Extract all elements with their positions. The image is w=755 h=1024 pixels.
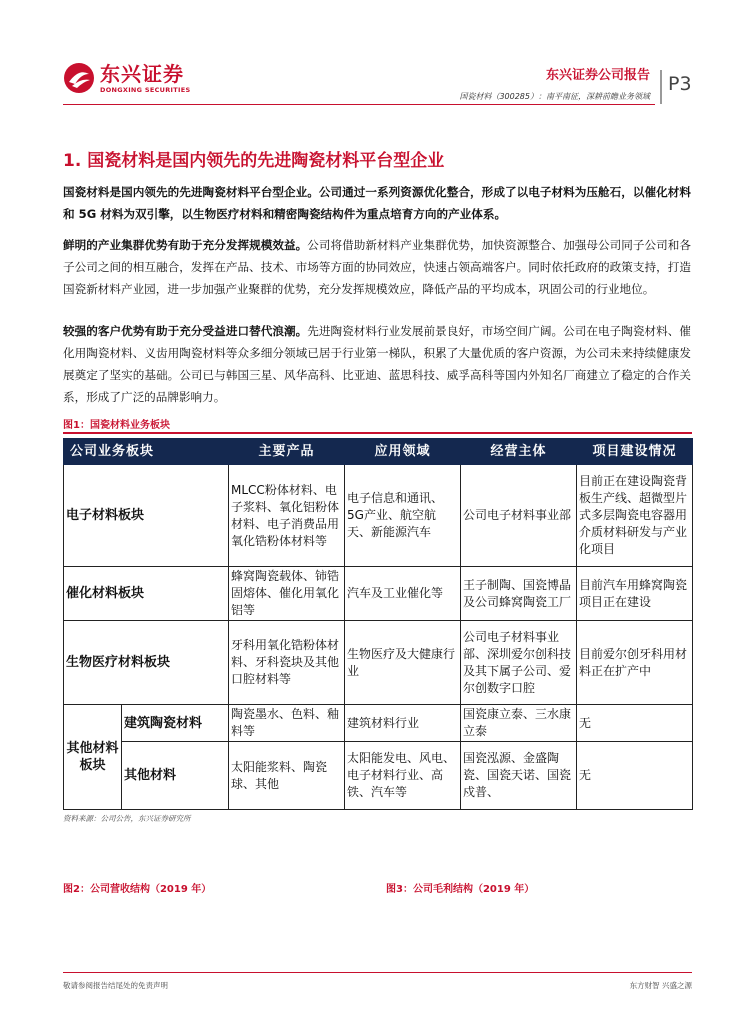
entity-cell: 公司电子材料事业部 xyxy=(461,465,577,567)
entity-cell: 国瓷康立泰、三水康立泰 xyxy=(461,705,577,742)
table-row xyxy=(64,465,693,567)
footer-divider xyxy=(63,972,692,973)
table-header-cell: 公司业务板块 xyxy=(64,439,229,465)
project-cell: 无 xyxy=(577,705,693,742)
figure3-title: 图3：公司毛利结构（2019 年） xyxy=(386,884,535,895)
table-header-row xyxy=(64,439,693,465)
project-cell: 目前正在建设陶瓷背板生产线、超微型片式多层陶瓷电容器用介质材料研发与产业化项目 xyxy=(577,465,693,567)
header-divider xyxy=(63,104,655,105)
section-heading: 1. 国瓷材料是国内领先的先进陶瓷材料平台型企业 xyxy=(63,151,445,171)
figure1-title: 图1：国瓷材料业务板块 xyxy=(63,420,170,431)
table-header-cell: 项目建设情况 xyxy=(577,439,693,465)
application-cell: 汽车及工业催化等 xyxy=(345,567,461,621)
business-segment-table xyxy=(63,438,693,810)
logo-text: 东兴证券 xyxy=(100,62,184,86)
entity-cell: 公司电子材料事业部、深圳爱尔创科技及其下属子公司、爱尔创数字口腔 xyxy=(461,621,577,705)
products-cell: 陶瓷墨水、色料、釉料等 xyxy=(229,705,345,742)
products-cell: 蜂窝陶瓷载体、铈锆固熔体、催化用氧化铝等 xyxy=(229,567,345,621)
application-cell: 生物医疗及大健康行业 xyxy=(345,621,461,705)
report-title: 东兴证券公司报告 xyxy=(545,68,650,83)
paragraph-body: 公司将借助新材料产业集群优势，加快资源整合、加强母公司同子公司和各子公司之间的相互融合，发挥在产品、技术、市场等方面的协同效应，快速占领高端客户。同时依托政府的政策支持，打造国瓷新材料产业园，进一步加强产业聚群的优势，充分发挥规模效应，降低产品的平均成本，巩固公司的行业地位。 xyxy=(63,238,691,296)
footer-slogan: 东方财智 兴盛之源 xyxy=(629,981,692,990)
report-subtitle: 国瓷材料（300285）：南平南征，深耕前瞻业务领域 xyxy=(459,92,650,101)
page-number: P3 xyxy=(668,73,692,95)
entity-cell: 国瓷泓源、金盛陶瓷、国瓷天诺、国瓷戍普、 xyxy=(461,742,577,810)
application-cell: 建筑材料行业 xyxy=(345,705,461,742)
source-note: 资料来源：公司公告，东兴证券研究所 xyxy=(63,814,191,823)
segment-cell: 建筑陶瓷材料 xyxy=(122,705,229,742)
segment-cell: 生物医疗材料板块 xyxy=(64,621,229,705)
application-cell: 电子信息和通讯、5G产业、航空航天、新能源汽车 xyxy=(345,465,461,567)
paragraph-cluster-advantage xyxy=(63,234,691,300)
table-top-rule xyxy=(63,432,692,434)
footer-disclaimer: 敬请参阅报告结尾处的免责声明 xyxy=(63,981,168,990)
paragraph-customer-advantage xyxy=(63,320,691,408)
project-cell: 目前汽车用蜂窝陶瓷项目正在建设 xyxy=(577,567,693,621)
group-cell: 其他材料板块 xyxy=(64,705,122,810)
table-header-cell: 应用领域 xyxy=(345,439,461,465)
segment-cell: 电子材料板块 xyxy=(64,465,229,567)
products-cell: 太阳能浆料、陶瓷球、其他 xyxy=(229,742,345,810)
header-vertical-divider xyxy=(660,70,662,104)
entity-cell: 王子制陶、国瓷博晶及公司蜂窝陶瓷工厂 xyxy=(461,567,577,621)
products-cell: MLCC粉体材料、电子浆料、氧化铝粉体材料、电子消费品用氧化锆粉体材料等 xyxy=(229,465,345,567)
project-cell: 无 xyxy=(577,742,693,810)
segment-cell: 催化材料板块 xyxy=(64,567,229,621)
paragraph-intro: 国瓷材料是国内领先的先进陶瓷材料平台型企业。公司通过一系列资源优化整合，形成了以电子材料为压舱石，以催化材料和 5G 材料为双引擎，以生物医疗材料和精密陶瓷结构件为重点培育方向的产业体系。 xyxy=(63,185,691,221)
paragraph-lead: 较强的客户优势有助于充分受益进口替代浪潮。 xyxy=(63,324,308,338)
segment-cell: 其他材料 xyxy=(122,742,229,810)
table-header-cell: 经营主体 xyxy=(461,439,577,465)
table-row xyxy=(64,567,693,621)
table-row xyxy=(64,621,693,705)
paragraph-lead: 鲜明的产业集群优势有助于充分发挥规模效益。 xyxy=(63,238,308,252)
logo-subtext: DONGXING SECURITIES xyxy=(100,86,191,94)
table-row xyxy=(64,705,693,742)
table-header-cell: 主要产品 xyxy=(229,439,345,465)
paragraph-body: 先进陶瓷材料行业发展前景良好，市场空间广阔。公司在电子陶瓷材料、催化用陶瓷材料、义齿用陶瓷材料等众多细分领域已居于行业第一梯队，积累了大量优质的客户资源，为公司未来持续健康发展奠定了坚实的基础。公司已与韩国三星、风华高科、比亚迪、蓝思科技、威孚高科等国内外知名厂商建立了稳定的合作关系，形成了广泛的品牌影响力。 xyxy=(63,324,691,404)
table-row xyxy=(64,742,693,810)
project-cell: 目前爱尔创牙科用材料正在扩产中 xyxy=(577,621,693,705)
application-cell: 太阳能发电、风电、电子材料行业、高铁、汽车等 xyxy=(345,742,461,810)
logo-mark-icon xyxy=(63,62,95,94)
products-cell: 牙科用氧化锆粉体材料、牙科瓷块及其他口腔材料等 xyxy=(229,621,345,705)
figure2-title: 图2：公司营收结构（2019 年） xyxy=(63,884,212,895)
